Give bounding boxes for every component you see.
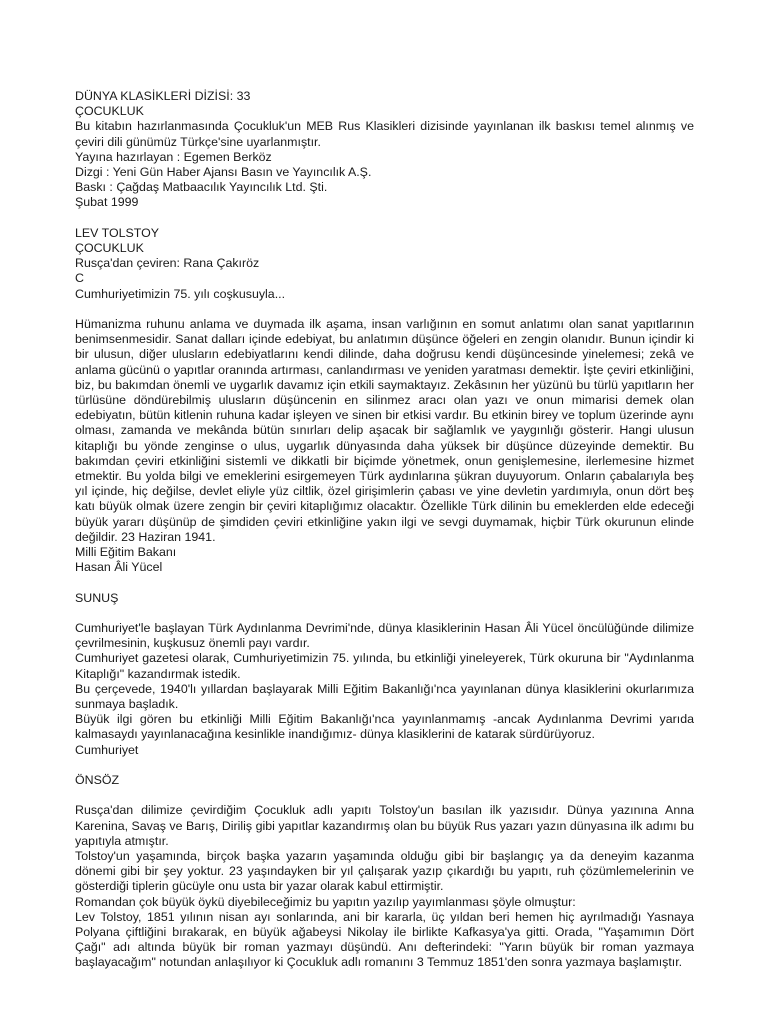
minister-preface-body: Hümanizma ruhunu anlama ve duymada ilk aşama, insan varlığının en somut anlatımı olan sanat yapıtlarının benimsenmesidir. Sanat dalları içinde edebiyat, bu anlatımın düşünce öğeleri en zengin olanıdır. Bunun içindir ki bir ulusun, diğer ulusların edebiyatlarını kendi dilinde, daha doğrusu kendi düşüncesinde yinelemesi; zekâ ve anlama gücünü o yapıtlar oranında artırması, canlandırması ve yeniden yaratması demektir. İşte çeviri etkinliğini, biz, bu bakımdan önemli ve uygarlık davamız için etkili saymaktayız. Zekâsının her yüzünü bu türlü yapıtların her türlüsüne döndürebilmiş ulusların düşüncenin en silinmez aracı olan yazı ve onun mimarisi demek olan edebiyatın, bütün kitlenin ruhuna kadar işleyen ve sinen bir etkisi vardır. Bu etkinin birey ve toplum üzerinde aynı olması, zamanda ve mekânda bütün sınırları delip aşacak bir sağlamlık ve yaygınlığı gösterir. Hangi ulusun kitaplığı bu yönde zenginse o ulus, uygarlık dünyasında daha yüksek bir düşünce düzeyinde demektir. Bu bakımdan çeviri etkinliğini sistemli ve dikkatli bir biçimde yönetmek, onun genişlemesine, ilerlemesine hizmet etmektir. Bu yolda bilgi ve emeklerini esirgemeyen Türk aydınlarına şükran duyuyorum. Onların çabalarıyla beş yıl içinde, hiç değilse, devlet eliyle yüz ciltlik, özel girişimlerin çabası ve yine devletin yardımıyla, onun dört beş katı büyük olmak üzere zengin bir çeviri kitaplığımız olacaktır. Özellikle Türk dilinin bu emeklerden elde edeceği büyük yararı düşünüp de şimdiden çeviri etkinliğine yakın ilgi ve sevgi duymamak, hiçbir Türk okurunun elinde değildir. 23 Haziran 1941.	[75, 317, 694, 544]
dedication: Cumhuriyetimizin 75. yılı coşkusuyla...	[75, 286, 286, 301]
sunus-paragraph: Cumhuriyet'le başlayan Türk Aydınlanma Devrimi'nde, dünya klasiklerinin Hasan Âli Yücel öncülüğünde dilimize çevrilmesinin, kuşkusuz önemli payı vardır.	[75, 621, 694, 651]
spacer	[75, 788, 694, 803]
publication-date: Şubat 1999	[75, 195, 139, 210]
spacer	[75, 302, 694, 317]
edition-note: Bu kitabın hazırlanmasında Çocukluk'un MEB Rus Klasikleri dizisinde yayınlanan ilk baskısı temel alınmış ve çeviri dili günümüz Türkçe'sine uyarlanmıştır.	[75, 119, 694, 149]
document-page	[75, 89, 694, 971]
author-name: LEV TOLSTOY	[75, 225, 160, 240]
spacer	[75, 758, 694, 773]
onsoz-heading: ÖNSÖZ	[75, 773, 120, 788]
print-credit: Baskı : Çağdaş Matbaacılık Yayıncılık Ltd. Şti.	[75, 180, 328, 195]
spacer	[75, 606, 694, 621]
onsoz-paragraph: Rusça'dan dilimize çevirdiğim Çocukluk adlı yapıtı Tolstoy'un basılan ilk yazısıdır. Dünya yazınına Anna Karenina, Savaş ve Barış, Diriliş gibi yapıtlar kazandırmış olan bu büyük Rus yazarı yazın dünyasına ilk adımı bu yapıtıyla atmıştır.	[75, 803, 694, 848]
series-title: DÜNYA KLASİKLERİ DİZİSİ: 33	[75, 89, 251, 103]
minister-role: Milli Eğitim Bakanı	[75, 545, 177, 560]
onsoz-paragraph: Tolstoy'un yaşamında, birçok başka yazarın yaşamında olduğu gibi bir başlangıç ya da deneyim kazanma dönemi gibi bir şey yoktur. 23 yaşındayken bir yıl çalışarak yazıp çıkardığı bu yapıtı, ruh çözümlemelerinin ve gösterdiği tiplerin gücüyle onu usta bir yazar olarak kabul ettirmiştir.	[75, 849, 694, 894]
sunus-signature: Cumhuriyet	[75, 742, 139, 757]
editor-credit: Yayına hazırlayan : Egemen Berköz	[75, 149, 272, 164]
book-title: ÇOCUKLUK	[75, 104, 144, 119]
sunus-heading: SUNUŞ	[75, 590, 119, 605]
spacer	[75, 575, 694, 590]
minister-name: Hasan Âli Yücel	[75, 560, 163, 575]
title-repeat: ÇOCUKLUK	[75, 241, 144, 256]
sunus-paragraph: Büyük ilgi gören bu etkinliği Milli Eğitim Bakanlığı'nca yayınlanmamış -ancak Aydınlanma Devrimi yarıda kalmasaydı yayınlanacağına kesinlikle inandığımız- dünya klasiklerini de katarak sürdürüyoruz.	[75, 712, 694, 742]
section-mark: C	[75, 271, 84, 286]
onsoz-paragraph: Lev Tolstoy, 1851 yılının nisan ayı sonlarında, ani bir kararla, üç yıldan beri hemen hiç ayrılmadığı Yasnaya Polyana çiftliğini bırakarak, en büyük ağabeysi Nikolay ile birlikte Kafkasya'ya gitti. Orada, "Yaşamımın Dört Çağı" adı altında büyük bir roman yazmayı düşündü. Anı defterindeki: "Yarın büyük bir roman yazmaya başlayacağım" notundan anlaşılıyor ki Çocukluk adlı romanını 3 Temmuz 1851'den sonra yazmaya başlamıştır.	[75, 909, 694, 970]
onsoz-paragraph: Romandan çok büyük öykü diyebileceğimiz bu yapıtın yazılıp yayımlanması şöyle olmuştur:	[75, 894, 576, 909]
translator-credit: Rusça'dan çeviren: Rana Çakıröz	[75, 256, 260, 271]
sunus-paragraph: Bu çerçevede, 1940'lı yıllardan başlayarak Milli Eğitim Bakanlığı'nca yayınlanan dünya klasiklerini okurlarımıza sunmaya başladık.	[75, 681, 694, 712]
typesetting-credit: Dizgi : Yeni Gün Haber Ajansı Basın ve Yayıncılık A.Ş.	[75, 165, 372, 180]
spacer	[75, 211, 694, 226]
sunus-paragraph: Cumhuriyet gazetesi olarak, Cumhuriyetimizin 75. yılında, bu etkinliği yineleyerek, Türk okuruna bir "Aydınlanma Kitaplığı" kazandırmak istedik.	[75, 651, 694, 681]
